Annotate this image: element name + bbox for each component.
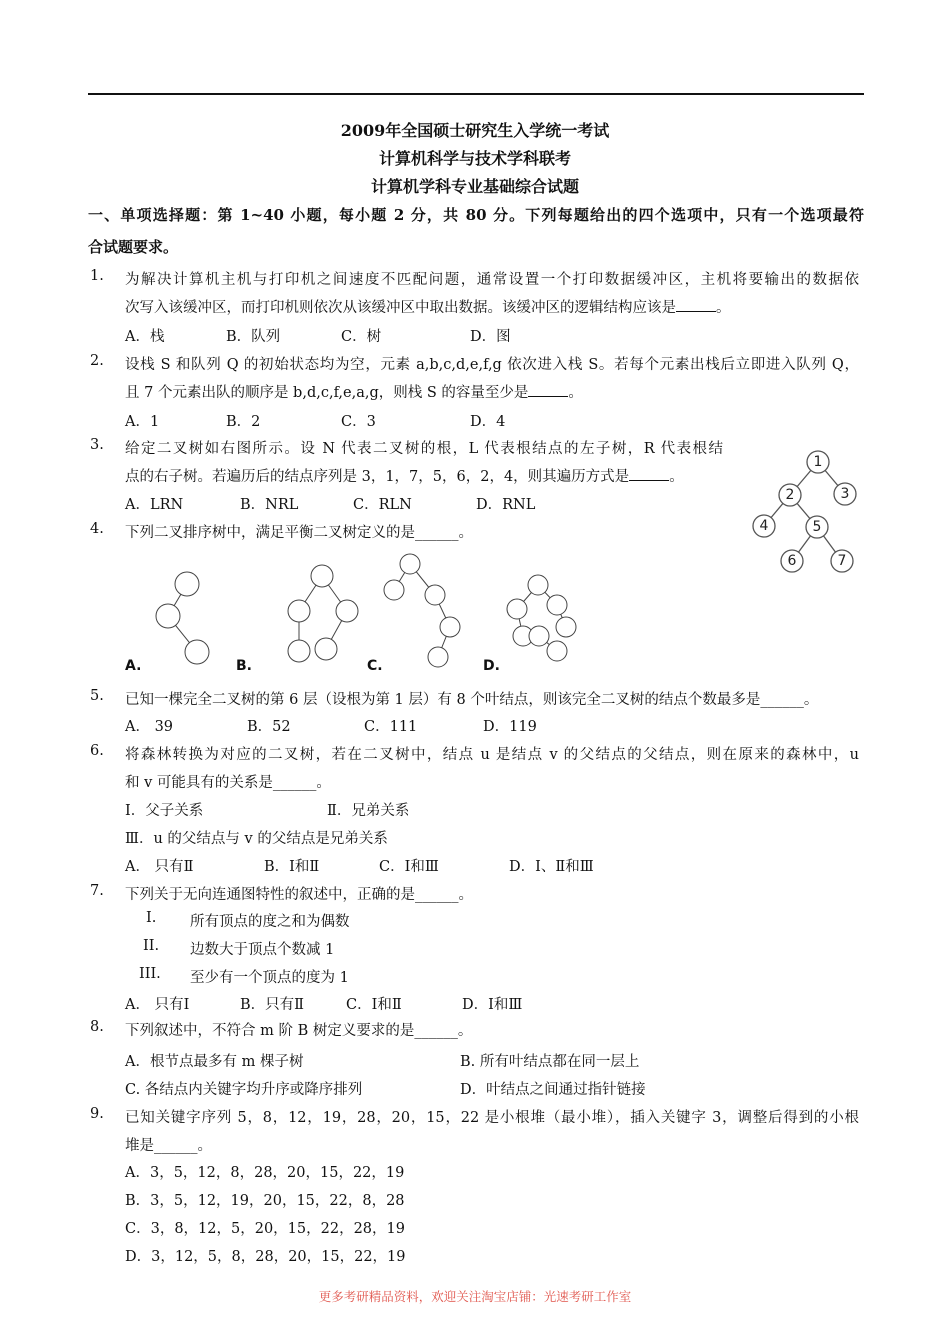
exam-subtitle: 计算机科学与技术学科联考 bbox=[378, 149, 571, 168]
option-a: A．1 bbox=[125, 414, 160, 430]
question-number: 9. bbox=[90, 1106, 104, 1122]
tree-node bbox=[831, 550, 853, 572]
option-c: C. 各结点内关键字均升序或降序排列 bbox=[125, 1082, 363, 1098]
question-number: 1. bbox=[90, 268, 104, 284]
question-number: 7. bbox=[90, 883, 104, 899]
option-b: B．Ⅰ和Ⅱ bbox=[264, 859, 320, 875]
question-text: 将森林转换为对应的二叉树，若在二叉树中，结点 u 是结点 v 的父结点的父结点，则在原来的森林中，u bbox=[125, 747, 859, 763]
question-text: 次写入该缓冲区，而打印机则依次从该缓冲区中取出数据。该缓冲区的逻辑结构应该是 。 bbox=[125, 300, 731, 316]
option-c: C．树 bbox=[341, 329, 382, 345]
option-d: D．叶结点之间通过指针链接 bbox=[460, 1082, 646, 1098]
option-c: C．3，8，12，5，20，15，22，28，19 bbox=[125, 1221, 405, 1237]
option-c: C．3 bbox=[341, 414, 376, 430]
option-d: D．119 bbox=[483, 719, 537, 735]
binary-tree-figure bbox=[740, 445, 880, 585]
option-a: A． 只有Ⅰ bbox=[125, 997, 190, 1013]
option-b: B．52 bbox=[247, 719, 291, 735]
option-label: C. bbox=[367, 658, 383, 674]
option-d: D．图 bbox=[470, 329, 511, 345]
statement-numeral: II. bbox=[143, 938, 160, 954]
question-text: 和 v 可能具有的关系是______。 bbox=[125, 775, 331, 791]
option-a: A．栈 bbox=[125, 329, 165, 345]
svg-text:5: 5 bbox=[812, 519, 822, 535]
statement-i: Ⅰ．父子关系 bbox=[125, 803, 204, 819]
option-c: C．111 bbox=[364, 719, 418, 735]
option-a: A．3，5，12，8，28，20，15，22，19 bbox=[125, 1165, 405, 1181]
question-number: 5. bbox=[90, 688, 104, 704]
option-a: A． 39 bbox=[125, 719, 174, 735]
option-a: A．LRN bbox=[125, 497, 184, 513]
option-b: B．队列 bbox=[226, 329, 281, 345]
option-d: D．Ⅰ、Ⅱ和Ⅲ bbox=[509, 859, 594, 875]
header-rule bbox=[88, 93, 864, 95]
question-text: 下列二叉排序树中，满足平衡二叉树定义的是______。 bbox=[125, 525, 473, 541]
question-number: 6. bbox=[90, 743, 104, 759]
option-tree-c bbox=[380, 550, 480, 670]
exam-paper-name: 计算机学科专业基础综合试题 bbox=[370, 177, 579, 196]
statement-numeral: I. bbox=[146, 910, 157, 926]
option-d: D．RNL bbox=[476, 497, 536, 513]
option-d: D．Ⅰ和Ⅲ bbox=[462, 997, 523, 1013]
tree-node bbox=[781, 550, 803, 572]
question-text: 下列关于无向连通图特性的叙述中，正确的是______。 bbox=[125, 887, 473, 903]
option-b: B．NRL bbox=[240, 497, 299, 513]
svg-text:4: 4 bbox=[759, 518, 769, 534]
section-heading-line2: 合试题要求。 bbox=[88, 238, 179, 256]
question-text: 给定二叉树如右图所示。设 N 代表二叉树的根，L 代表根结点的左子树，R 代表根结 bbox=[125, 441, 723, 457]
question-text: 下列叙述中，不符合 m 阶 B 树定义要求的是______。 bbox=[125, 1023, 473, 1039]
exam-title: 2009年全国硕士研究生入学统一考试 bbox=[340, 121, 610, 140]
question-number: 4. bbox=[90, 521, 104, 537]
question-text: 点的右子树。若遍历后的结点序列是 3，1，7，5，6，2，4，则其遍历方式是 。 bbox=[125, 469, 684, 485]
statement-iii: Ⅲ．u 的父结点与 v 的父结点是兄弟关系 bbox=[125, 831, 388, 847]
option-tree-b bbox=[280, 560, 370, 670]
option-a: A． 只有Ⅱ bbox=[125, 859, 194, 875]
question-text: 为解决计算机主机与打印机之间速度不匹配问题，通常设置一个打印数据缓冲区，主机将要输出的数据依 bbox=[125, 272, 859, 288]
answer-blank bbox=[629, 468, 669, 481]
statement-ii: 边数大于顶点个数减 1 bbox=[190, 942, 335, 958]
option-tree-d bbox=[500, 570, 590, 670]
option-a: A．根节点最多有 m 棵子树 bbox=[125, 1054, 304, 1070]
answer-blank bbox=[528, 384, 568, 397]
footer-promo: 更多考研精品资料，欢迎关注淘宝店铺：光速考研工作室 bbox=[318, 1289, 632, 1304]
tree-node bbox=[779, 484, 801, 506]
option-label: A. bbox=[125, 658, 142, 674]
svg-text:7: 7 bbox=[837, 553, 847, 569]
svg-text:6: 6 bbox=[787, 553, 797, 569]
option-b: B．3，5，12，19，20，15，22，8，28 bbox=[125, 1193, 405, 1209]
tree-node bbox=[807, 451, 829, 473]
tree-node bbox=[806, 516, 828, 538]
option-tree-a bbox=[145, 565, 225, 670]
option-d: D．3，12，5，8，28，20，15，22，19 bbox=[125, 1249, 406, 1265]
statement-iii: 至少有一个顶点的度为 1 bbox=[190, 970, 349, 986]
option-b: B．2 bbox=[226, 414, 261, 430]
statement-numeral: III. bbox=[139, 966, 161, 982]
option-c: C．RLN bbox=[353, 497, 412, 513]
option-label: D. bbox=[483, 658, 500, 674]
question-text: 设栈 S 和队列 Q 的初始状态均为空，元素 a,b,c,d,e,f,g 依次进入栈 S。若每个元素出栈后立即进入队列 Q， bbox=[125, 357, 859, 373]
answer-blank bbox=[676, 299, 716, 312]
svg-text:3: 3 bbox=[840, 486, 850, 502]
option-d: D．4 bbox=[470, 414, 506, 430]
question-number: 3. bbox=[90, 437, 104, 453]
section-heading-line1: 一、单项选择题：第 1~40 小题，每小题 2 分，共 80 分。下列每题给出的四个选项中，只有一个选项最符 bbox=[88, 206, 864, 224]
tree-node bbox=[834, 483, 856, 505]
statement-i: 所有顶点的度之和为偶数 bbox=[190, 914, 350, 930]
question-text: 且 7 个元素出队的顺序是 b,d,c,f,e,a,g，则栈 S 的容量至少是 。 bbox=[125, 385, 583, 401]
question-text: 堆是______。 bbox=[125, 1138, 212, 1154]
option-b: B. 所有叶结点都在同一层上 bbox=[460, 1054, 640, 1070]
option-c: C．Ⅰ和Ⅲ bbox=[379, 859, 439, 875]
question-number: 2. bbox=[90, 353, 104, 369]
option-b: B．只有Ⅱ bbox=[240, 997, 305, 1013]
option-c: C．Ⅰ和Ⅱ bbox=[346, 997, 402, 1013]
tree-node bbox=[753, 515, 775, 537]
question-number: 8. bbox=[90, 1019, 104, 1035]
svg-text:2: 2 bbox=[785, 487, 795, 503]
statement-ii: Ⅱ．兄弟关系 bbox=[327, 803, 410, 819]
option-label: B. bbox=[236, 658, 252, 674]
question-text: 已知关键字序列 5，8，12，19，28，20，15，22 是小根堆（最小堆），插入关键字 3，调整后得到的小根 bbox=[125, 1110, 859, 1126]
svg-text:1: 1 bbox=[813, 454, 823, 470]
question-text: 已知一棵完全二叉树的第 6 层（设根为第 1 层）有 8 个叶结点，则该完全二叉树的结点个数最多是______。 bbox=[125, 692, 819, 708]
